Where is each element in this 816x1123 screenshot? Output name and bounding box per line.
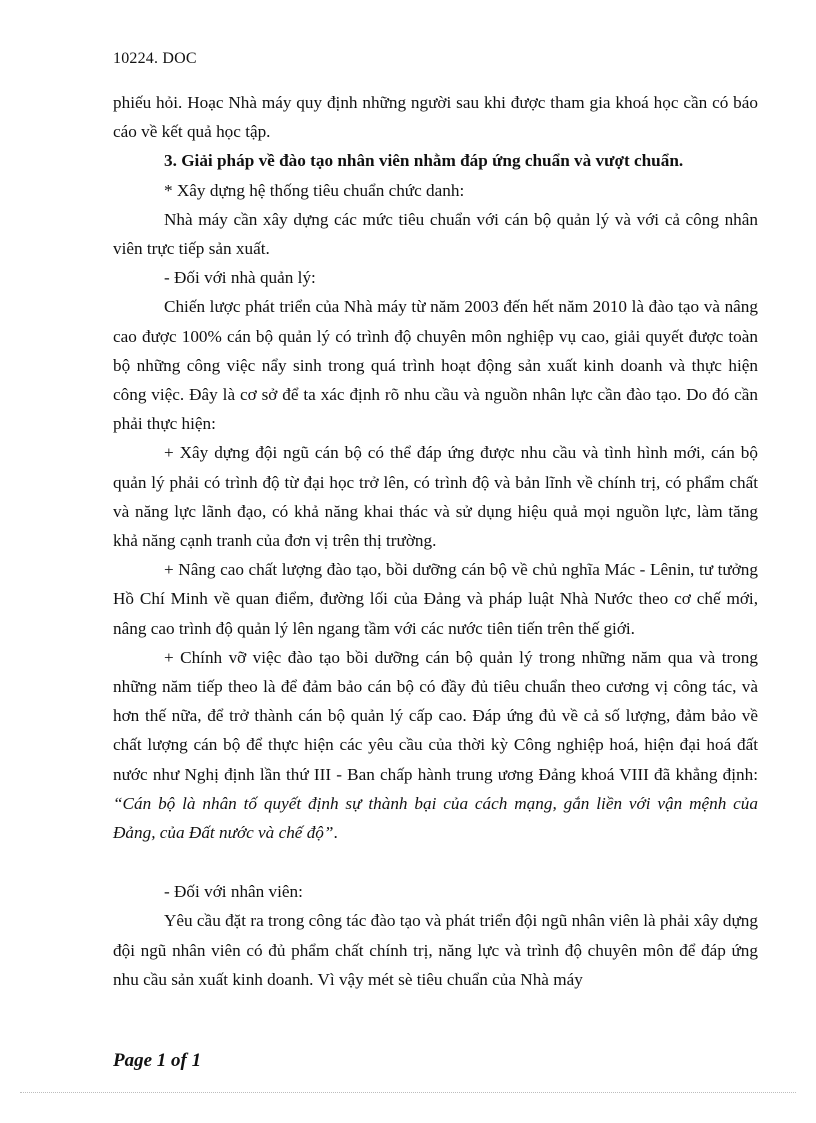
paragraph: Yêu cầu đặt ra trong công tác đào tạo và phát triển đội ngũ nhân viên là phải xây dựng đội ngũ nhân viên có đủ phẩm chất chính trị, năng lực và trình độ chuyên môn để đáp ứng nhu cầu sản xuất kinh doanh. Vì vậy mét sè tiêu chuẩn của Nhà máy: [113, 911, 758, 989]
paragraph: Nhà máy cần xây dựng các mức tiêu chuẩn với cán bộ quản lý và với cả công nhân viên trực tiếp sản xuất.: [113, 209, 758, 259]
document-filename: 10224. DOC: [113, 50, 197, 67]
paragraph-with-quote: [113, 643, 758, 847]
subheading-employees: - Đối với nhân viên:: [164, 882, 303, 902]
paragraph: + Nâng cao chất lượng đào tạo, bồi dưỡng cán bộ về chủ nghĩa Mác - Lênin, tư tưởng Hồ Chí Minh về quan điểm, đường lối của Đảng và pháp luật Nhà Nước theo cơ chế mới, nâng cao trình độ quản lý lên ngang tầm với các nước tiên tiến trên thế giới.: [113, 560, 758, 638]
paragraph: + Xây dựng đội ngũ cán bộ có thể đáp ứng được nhu cầu và tình hình mới, cán bộ quản lý phải có trình độ từ đại học trở lên, có trình độ và bản lĩnh về chính trị, có phẩm chất và năng lực lãnh đạo, có khả năng khai thác và sử dụng hiệu quả mọi nguồn lực, làm tăng khả năng cạnh tranh của đơn vị trên thị trường.: [113, 443, 758, 551]
subheading-managers: - Đối với nhà quản lý:: [164, 268, 316, 288]
section-heading: 3. Giải pháp về đào tạo nhân viên nhằm đáp ứng chuẩn và vượt chuẩn.: [164, 151, 684, 171]
paragraph: phiếu hỏi. Hoạc Nhà máy quy định những người sau khi được tham gia khoá học cần có báo cáo về kết quả học tập.: [113, 93, 758, 142]
paragraph-text: + Chính vỡ việc đào tạo bồi dưỡng cán bộ quản lý trong những năm qua và trong những năm tiếp theo là để đảm bảo cán bộ có đầy đủ tiêu chuẩn theo cương vị công tác, và hơn thế nữa, để trở thành cán bộ quản lý cấp cao. Đáp ứng đủ về cả số lượng, đảm bảo về chất lượng cán bộ để thực hiện các yêu cầu của thời kỳ Công nghiệp hoá, hiện đại hoá đất nước như Nghị định lần thứ III - Ban chấp hành trung ương Đảng khoá VIII đã khẳng định:: [113, 647, 758, 784]
paragraph: Chiến lược phát triển của Nhà máy từ năm 2003 đến hết năm 2010 là đào tạo và nâng cao được 100% cán bộ quản lý có trình độ chuyên môn nghiệp vụ cao, giải quyết được toàn bộ những công việc nẩy sinh trong quá trình hoạt động sản xuất kinh doanh và thực hiện công việc. Đây là cơ sở để ta xác định rõ nhu cầu và nguồn nhân lực cần đào tạo. Do đó cần phải thực hiện:: [113, 297, 758, 434]
paragraph-gap: [113, 847, 758, 877]
page-number: Page 1 of 1: [113, 1050, 202, 1071]
document-body: [113, 88, 758, 994]
page-bottom-divider: [20, 1092, 796, 1093]
quote-end: .: [333, 823, 338, 843]
quote-text: “Cán bộ là nhân tố quyết định sự thành bại của cách mạng, gắn liền với vận mệnh của Đảng, của Đất nước và chế độ”: [113, 793, 758, 843]
paragraph: * Xây dựng hệ thống tiêu chuẩn chức danh:: [164, 180, 465, 200]
